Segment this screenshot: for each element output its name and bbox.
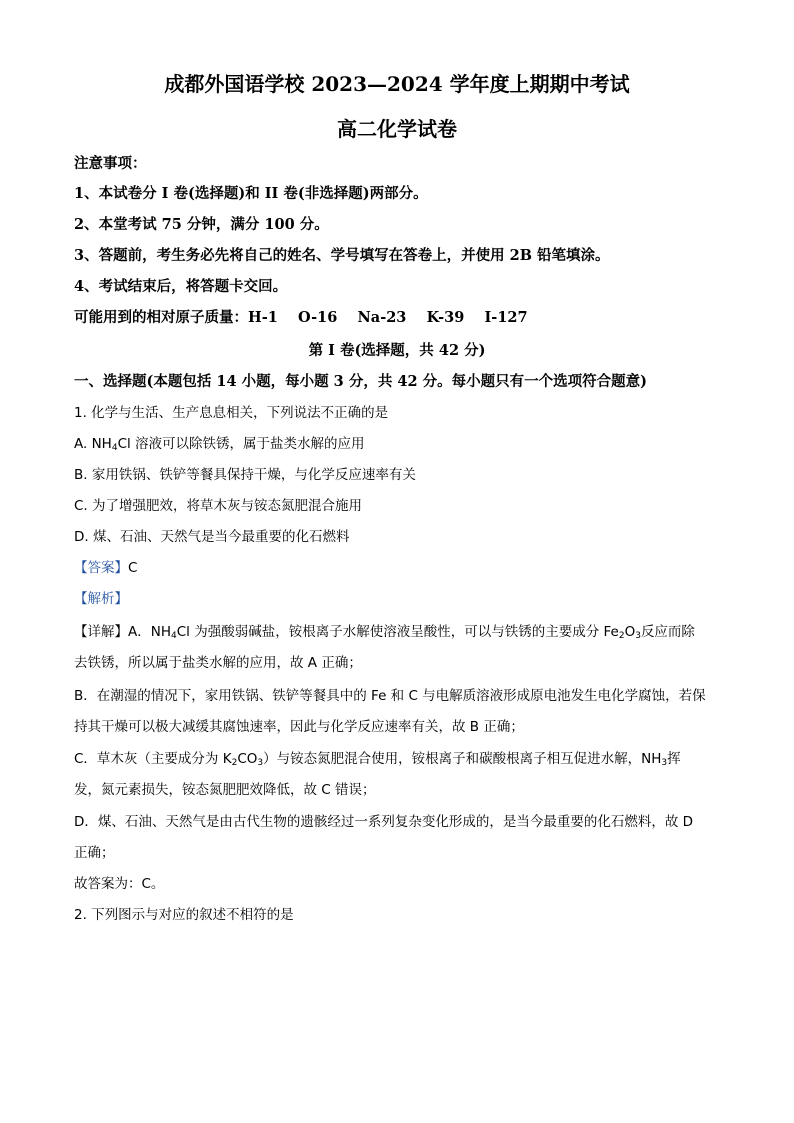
detail-d-line-1: D．煤、石油、天然气是由古代生物的遗骸经过一系列复杂变化形成的，是当今最重要的化石燃料，故 D <box>74 814 694 830</box>
question-1-option-d: D. 煤、石油、天然气是当今最重要的化石燃料 <box>74 529 350 545</box>
detail-d-line-2: 正确； <box>74 845 115 861</box>
conclusion-line: 故答案为：C。 <box>74 876 165 892</box>
analysis-line <box>74 587 128 607</box>
question-1-stem: 1. 化学与生活、生产息息相关，下列说法不正确的是 <box>74 405 389 421</box>
answer-tag: 【答案】 <box>74 560 128 576</box>
notice-item-1: 1、本试卷分 I 卷(选择题)和 II 卷(非选择题)两部分。 <box>74 185 428 202</box>
notice-item-3: 3、答题前，考生务必先将自己的姓名、学号填写在答卷上，并使用 2B 铅笔填涂。 <box>74 247 610 264</box>
answer-value: C <box>128 560 138 576</box>
detail-a-line-1: 【详解】A．$NH_4Cl$ 为强酸弱碱盐，铵根离子水解使溶液呈酸性，可以与铁锈的主要成分 $Fe_2O_3$反应而除 <box>74 624 695 641</box>
section-heading: 一、选择题(本题包括 14 小题，每小题 3 分，共 42 分。每小题只有一个选项符合题意) <box>74 373 647 390</box>
notice-item-4: 4、考试结束后，将答题卡交回。 <box>74 278 288 295</box>
notice-item-2: 2、本堂考试 75 分钟，满分 100 分。 <box>74 216 329 233</box>
notice-heading: 注意事项： <box>74 155 147 172</box>
detail-tag: 【详解】 <box>74 624 128 640</box>
exam-subtitle: 高二化学试卷 <box>337 117 457 141</box>
exam-title: 成都外国语学校 2023—2024 学年度上期期中考试 <box>164 72 630 96</box>
question-1-option-c: C. 为了增强肥效，将草木灰与铵态氮肥混合施用 <box>74 498 363 514</box>
question-1-option-b: B. 家用铁锅、铁铲等餐具保持干燥，与化学反应速率有关 <box>74 467 416 483</box>
detail-c-line-1: C．草木灰（主要成分为 $K_2CO_3$）与铵态氮肥混合使用，铵根离子和碳酸根离子相互促进水解，$NH_3$挥 <box>74 751 681 768</box>
part1-heading: 第 I 卷(选择题，共 42 分) <box>308 342 486 359</box>
detail-b-line-1: B．在潮湿的情况下，家用铁锅、铁铲等餐具中的 Fe 和 C 与电解质溶液形成原电池发生电化学腐蚀，若保 <box>74 688 706 704</box>
detail-a-line-2: 去铁锈，所以属于盐类水解的应用，故 A 正确； <box>74 655 362 671</box>
detail-b-line-2: 持其干燥可以极大减缓其腐蚀速率，因此与化学反应速率有关，故 B 正确； <box>74 719 524 735</box>
analysis-tag: 【解析】 <box>74 591 128 607</box>
detail-c-line-2: 发，氮元素损失，铵态氮肥肥效降低，故 C 错误； <box>74 782 376 798</box>
question-1-option-a: A. $NH_4Cl$ 溶液可以除铁锈，属于盐类水解的应用 <box>74 436 365 453</box>
question-2-stem: 2. 下列图示与对应的叙述不相符的是 <box>74 907 294 923</box>
atomic-mass-line: 可能用到的相对原子质量：H-1 O-16 Na-23 K-39 I-127 <box>74 309 528 326</box>
answer-line <box>74 556 137 576</box>
